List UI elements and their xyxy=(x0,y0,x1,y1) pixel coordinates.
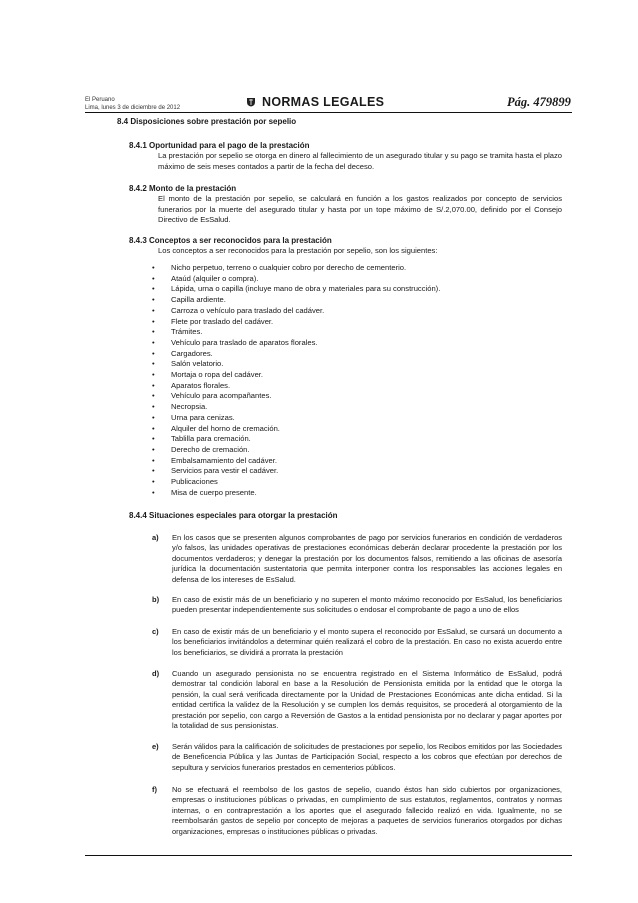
situation-text: En los casos que se presenten algunos comprobantes de pago por servicios funerarios en condición de verdaderos y/o falsos, las unidades operativas de prestaciones económicas deberán declarar procedente la prestación por los documentos verdaderos; y denegar la prestación por los documentos falsos, remitiendo a las oficinas de asesoría jurídica la documentación sustentatoria que permita interponer contra los responsables las acciones legales en defensa de los intereses de EsSalud. xyxy=(172,533,562,584)
list-item: • Carroza o vehículo para traslado del cadáver. xyxy=(152,306,440,317)
list-item: • Servicios para vestir el cadáver. xyxy=(152,466,440,477)
situation-item-a xyxy=(152,533,562,585)
situation-text: En caso de existir más de un beneficiario y el monto supera el reconocido por EsSalud, se cursará un documento a los beneficiarios invitándolos a determinar quién realizará el cobro de la prestación. En caso no exista acuerdo entre los beneficiarios, se dividirá a prorrata la prestación xyxy=(172,627,562,657)
situation-label: a) xyxy=(152,533,159,542)
subsection-title-841: 8.4.1 Oportunidad para el pago de la prestación xyxy=(129,141,310,150)
list-item: • Alquiler del horno de cremación. xyxy=(152,424,440,435)
newspaper-name: El Peruano xyxy=(85,97,115,103)
footer-divider xyxy=(85,855,572,856)
section-title: 8.4 Disposiciones sobre prestación por sepelio xyxy=(117,117,297,126)
list-item: • Mortaja o ropa del cadáver. xyxy=(152,370,440,381)
list-item: • Capilla ardiente. xyxy=(152,295,440,306)
list-item: • Publicaciones xyxy=(152,477,440,488)
subsection-text-842: El monto de la prestación por sepelio, se calculará en función a los gastos realizados por concepto de servicios funerarios por la muerte del asegurado titular y hasta por un tope máximo de S/.2,070.00, definido por el Consejo Directivo de EsSalud. xyxy=(158,194,562,224)
list-item: • Ataúd (alquiler o compra). xyxy=(152,274,440,285)
list-item: • Aparatos florales. xyxy=(152,381,440,392)
situation-item-b xyxy=(152,595,562,616)
concepts-list xyxy=(152,263,440,498)
situation-item-f xyxy=(152,785,562,837)
list-item: • Urna para cenizas. xyxy=(152,413,440,424)
situation-label: d) xyxy=(152,669,160,678)
list-item: • Tablilla para cremación. xyxy=(152,434,440,445)
list-item: • Necropsia. xyxy=(152,402,440,413)
list-item: • Derecho de cremación. xyxy=(152,445,440,456)
publication-date: Lima, lunes 3 de diciembre de 2012 xyxy=(85,105,181,111)
situation-label: b) xyxy=(152,595,160,604)
situation-label: f) xyxy=(152,785,157,794)
list-item: • Cargadores. xyxy=(152,349,440,360)
list-item: • Nicho perpetuo, terreno o cualquier cobro por derecho de cementerio. xyxy=(152,263,440,274)
subsection-title-843: 8.4.3 Conceptos a ser reconocidos para la prestación xyxy=(129,236,332,245)
header-left xyxy=(85,96,180,112)
subsection-intro-843: Los conceptos a ser reconocidos para la prestación por sepelio, son los siguientes: xyxy=(158,246,438,255)
list-item: • Embalsamamiento del cadáver. xyxy=(152,456,440,467)
page-number: Pág. 479899 xyxy=(507,95,571,109)
situation-label: e) xyxy=(152,742,159,751)
situation-item-c xyxy=(152,627,562,658)
situation-item-e xyxy=(152,742,562,773)
subsection-title-844: 8.4.4 Situaciones especiales para otorgar la prestación xyxy=(129,511,338,520)
situation-item-d xyxy=(152,669,562,731)
publication-title: NORMAS LEGALES xyxy=(262,95,385,109)
list-item: • Salón velatorio. xyxy=(152,359,440,370)
situation-text: Cuando un asegurado pensionista no se encuentra registrado en el Sistema Informático de EsSalud, podrá demostrar tal condición laboral en base a la Resolución de Pensionista emitida por la entidad que le otorga la pensión, la cual será verificada directamente por la Unidad de Prestaciones Económicas ante dicha entidad. Si la entidad certifica la validez de la Resolución y se cumplen los demás requisitos, se procederá al otorgamiento de la prestación por sepelio, con cargo a Reversión de Gastos a la entidad pensionista por no declarar y pagar aportes por la totalidad de sus pensionistas. xyxy=(172,669,562,731)
list-item: • Lápida, urna o capilla (incluye mano de obra y materiales para su construcción). xyxy=(152,284,440,295)
situation-text: No se efectuará el reembolso de los gastos de sepelio, cuando éstos han sido cubiertos por organizaciones, empresas o instituciones públicas o privadas, en cumplimiento de sus estatutos, reglamentos, contratos y normas internas, o en contraprestación a los aportes que el asegurado fallecido realizó en vida. Igualmente, no se reembolsarán gastos de sepelio por concepto de mejoras a paquetes de servicios funerarios otorgados por dichas organizaciones, empresas o instituciones públicas o privadas. xyxy=(172,785,562,836)
list-item: • Vehículo para traslado de aparatos florales. xyxy=(152,338,440,349)
subsection-text-841: La prestación por sepelio se otorga en dinero al fallecimiento de un asegurado titular y su pago se tramita hasta el plazo máximo de seis meses contados a partir de la fecha del deceso. xyxy=(158,151,562,171)
situation-text: Serán válidos para la calificación de solicitudes de prestaciones por sepelio, los Recibos emitidos por las Sociedades de Beneficencia Pública y las Juntas de Participación Social, respecto a los cobros que efectúan por derechos de sepultura y servicios funerarios prestados en cementerios públicos. xyxy=(172,742,562,772)
list-item: • Flete por traslado del cadáver. xyxy=(152,317,440,328)
list-item: • Vehículo para acompañantes. xyxy=(152,391,440,402)
subsection-title-842: 8.4.2 Monto de la prestación xyxy=(129,184,237,193)
situation-text: En caso de existir más de un beneficiario y no superen el monto máximo reconocido por EsSalud, los beneficiarios pueden presentar independientemente sus solicitudes o endosar el comprobante de pago a uno de ellos xyxy=(172,595,562,615)
coat-of-arms-icon xyxy=(246,97,256,107)
header-divider xyxy=(85,112,572,113)
header-title xyxy=(246,95,384,109)
list-item: • Trámites. xyxy=(152,327,440,338)
list-item: • Misa de cuerpo presente. xyxy=(152,488,440,499)
situation-label: c) xyxy=(152,627,159,636)
